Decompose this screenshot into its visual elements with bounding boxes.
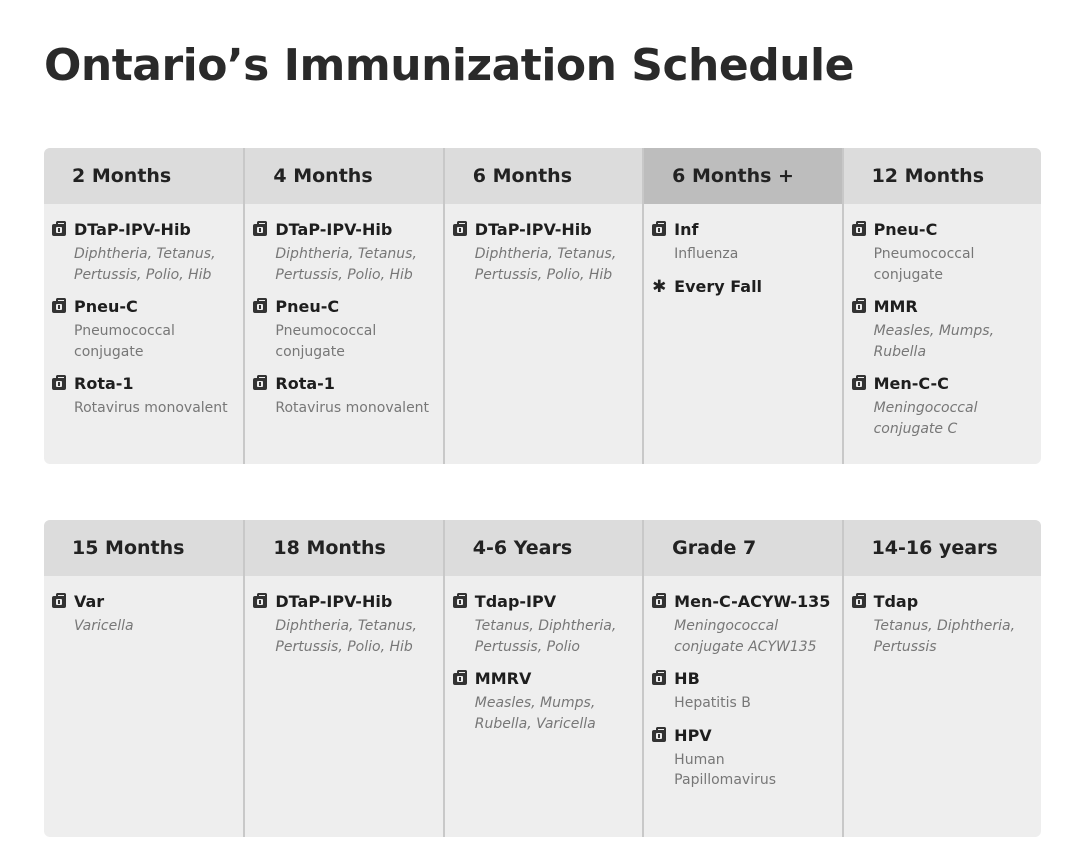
vaccine-description: [275, 244, 434, 285]
vaccine-name: Pneu-C: [873, 220, 938, 239]
column-body: [445, 204, 642, 464]
vaccine-name-row: [253, 374, 434, 394]
vaccine-entry: [652, 220, 833, 265]
vaccine-entry: [453, 669, 634, 734]
vaccine-name-row: [52, 592, 235, 612]
vaccine-name: Tdap: [873, 592, 919, 611]
asterisk-icon: ✱: [652, 276, 667, 297]
medical-kit-icon: [52, 596, 66, 608]
vaccine-entry: [253, 592, 434, 657]
vaccine-description-line: Pneumococcal: [74, 323, 175, 339]
medical-kit-icon: [253, 224, 267, 236]
column-body: [245, 576, 442, 837]
medical-kit-icon: [52, 378, 66, 390]
schedule-column-4-6-years: [443, 520, 642, 837]
column-body: [44, 576, 243, 837]
vaccine-description-line: conjugate C: [873, 420, 958, 437]
schedule-column-4-months: [243, 148, 442, 464]
vaccine-name-row: [852, 592, 1033, 612]
vaccine-description-line: Pneumococcal: [275, 323, 377, 339]
vaccine-name: Men-C-ACYW-135: [674, 592, 831, 611]
vaccine-name: DTaP-IPV-Hib: [74, 220, 191, 239]
column-body: [644, 576, 841, 837]
vaccine-entry: [852, 220, 1033, 285]
column-header: 15 Months: [44, 520, 243, 576]
vaccine-entry: [852, 592, 1033, 657]
vaccine-name-row: [52, 297, 235, 317]
vaccine-name-row: [52, 374, 235, 394]
schedule-column-14-16-years: [842, 520, 1041, 837]
vaccine-name: MMRV: [474, 669, 532, 688]
vaccine-description-line: Hepatitis B: [674, 695, 751, 711]
medical-kit-icon: [852, 378, 866, 390]
vaccine-description-line: Tetanus, Diphtheria,: [474, 618, 617, 634]
vaccine-description: [674, 693, 833, 714]
vaccine-entry: [253, 297, 434, 362]
vaccine-description: [475, 693, 634, 734]
column-body: [844, 576, 1041, 837]
medical-kit-icon: [652, 596, 666, 608]
vaccine-entry: [253, 220, 434, 285]
schedule-column-2-months: [44, 148, 243, 464]
vaccine-description-line: Papillomavirus: [674, 772, 776, 788]
vaccine-description-line: Pneumococcal: [873, 246, 975, 262]
vaccine-name: Pneu-C: [275, 297, 340, 316]
medical-kit-icon: [652, 730, 666, 742]
vaccine-description: [475, 616, 634, 657]
vaccine-entry: [852, 297, 1033, 362]
schedule-column-15-months: [44, 520, 243, 837]
vaccine-name-row: [253, 592, 434, 612]
vaccine-entry: [52, 297, 235, 362]
schedule-row-2: [44, 520, 1041, 837]
page-title: Ontario’s Immunization Schedule: [44, 40, 854, 91]
vaccine-description-line: Rubella: [873, 343, 927, 360]
vaccine-name-row: [652, 726, 833, 746]
vaccine-entry: [652, 592, 833, 657]
column-header: 6 Months +: [644, 148, 841, 204]
vaccine-description: [74, 398, 235, 419]
vaccine-name-row: [453, 220, 634, 240]
vaccine-description-line: Meningococcal: [674, 618, 779, 634]
column-body: [844, 204, 1041, 464]
schedule-column-grade-7: [642, 520, 841, 837]
vaccine-description: [874, 244, 1033, 285]
vaccine-description: [874, 616, 1033, 657]
schedule-note-text: Every Fall: [674, 277, 763, 296]
column-header: Grade 7: [644, 520, 841, 576]
vaccine-entry: [453, 220, 634, 285]
medical-kit-icon: [453, 673, 467, 685]
medical-kit-icon: [652, 224, 666, 236]
vaccine-description-line: Pertussis, Polio, Hib: [474, 266, 613, 283]
vaccine-description-line: Meningococcal: [873, 400, 978, 416]
vaccine-description: [74, 616, 235, 637]
vaccine-description-line: Pertussis, Polio: [474, 638, 580, 655]
vaccine-description-line: Diphtheria, Tetanus,: [275, 618, 417, 634]
vaccine-description: [275, 321, 434, 362]
medical-kit-icon: [52, 301, 66, 313]
vaccine-name: Rota-1: [74, 374, 134, 393]
vaccine-name-row: [253, 220, 434, 240]
vaccine-description: [475, 244, 634, 285]
vaccine-entry: [52, 592, 235, 637]
vaccine-entry: [253, 374, 434, 419]
schedule-note: [652, 277, 833, 297]
vaccine-name: DTaP-IPV-Hib: [474, 220, 592, 239]
vaccine-description-line: Measles, Mumps,: [474, 695, 596, 711]
vaccine-description-line: Pertussis, Polio, Hib: [275, 266, 413, 283]
medical-kit-icon: [253, 301, 267, 313]
vaccine-description-line: conjugate: [873, 266, 944, 283]
vaccine-description-line: Rotavirus monovalent: [74, 400, 228, 416]
medical-kit-icon: [253, 378, 267, 390]
vaccine-name: Men-C-C: [873, 374, 949, 393]
vaccine-description-line: Diphtheria, Tetanus,: [474, 246, 617, 262]
vaccine-name-row: [253, 297, 434, 317]
vaccine-description: [275, 398, 434, 419]
medical-kit-icon: [253, 596, 267, 608]
schedule-column-6-months: [642, 148, 841, 464]
vaccine-name: HB: [674, 669, 700, 688]
vaccine-description-line: Human: [674, 751, 725, 768]
medical-kit-icon: [852, 301, 866, 313]
vaccine-name-row: [852, 297, 1033, 317]
vaccine-description: [874, 398, 1033, 439]
vaccine-description-line: Tetanus, Diphtheria,: [873, 618, 1016, 634]
medical-kit-icon: [852, 224, 866, 236]
medical-kit-icon: [52, 224, 66, 236]
medical-kit-icon: [453, 596, 467, 608]
vaccine-name: HPV: [674, 725, 712, 745]
vaccine-entry: [52, 374, 235, 419]
vaccine-name: Tdap-IPV: [474, 592, 557, 611]
vaccine-name-row: [652, 669, 833, 689]
schedule-column-18-months: [243, 520, 442, 837]
column-header: 14-16 years: [844, 520, 1041, 576]
vaccine-description: [674, 750, 833, 791]
vaccine-description-line: Pertussis, Polio, Hib: [275, 638, 413, 655]
vaccine-name: DTaP-IPV-Hib: [275, 220, 393, 239]
vaccine-name: Inf: [674, 220, 699, 239]
vaccine-description-line: Varicella: [74, 618, 134, 634]
schedule-column-12-months: [842, 148, 1041, 464]
vaccine-description-line: Pertussis, Polio, Hib: [74, 266, 212, 283]
vaccine-description-line: Influenza: [674, 246, 739, 262]
vaccine-description-line: Diphtheria, Tetanus,: [74, 246, 216, 262]
vaccine-entry: [453, 592, 634, 657]
vaccine-entry: [52, 220, 235, 285]
medical-kit-icon: [852, 596, 866, 608]
column-header: 4-6 Years: [445, 520, 642, 576]
vaccine-description-line: Pertussis: [873, 638, 937, 655]
vaccine-name-row: [652, 592, 833, 612]
vaccine-description: [874, 321, 1033, 362]
vaccine-entry: [852, 374, 1033, 439]
vaccine-name: MMR: [873, 297, 918, 316]
vaccine-name-row: [52, 220, 235, 240]
schedule-row-1: [44, 148, 1041, 464]
column-body: [44, 204, 243, 464]
medical-kit-icon: [453, 224, 467, 236]
vaccine-description-line: conjugate ACYW135: [674, 638, 817, 655]
vaccine-name: DTaP-IPV-Hib: [275, 592, 393, 611]
column-body: [245, 204, 442, 464]
vaccine-description-line: Measles, Mumps,: [873, 323, 995, 339]
column-body: [445, 576, 642, 837]
vaccine-name-row: [652, 220, 833, 240]
vaccine-description-line: conjugate: [275, 343, 345, 360]
vaccine-description-line: conjugate: [74, 343, 144, 360]
vaccine-description: [674, 244, 833, 265]
schedule-column-6-months: [443, 148, 642, 464]
vaccine-description-line: Rotavirus monovalent: [275, 400, 430, 416]
column-body: [644, 204, 841, 464]
vaccine-name: Pneu-C: [74, 297, 138, 316]
vaccine-description: [674, 616, 833, 657]
vaccine-description-line: Diphtheria, Tetanus,: [275, 246, 417, 262]
vaccine-description: [74, 321, 235, 362]
vaccine-description: [74, 244, 235, 285]
vaccine-name: Rota-1: [275, 374, 335, 393]
column-header: 6 Months: [445, 148, 642, 204]
vaccine-name-row: [852, 374, 1033, 394]
vaccine-name-row: [852, 220, 1033, 240]
vaccine-entry: [652, 726, 833, 791]
column-header: 18 Months: [245, 520, 442, 576]
column-header: 2 Months: [44, 148, 243, 204]
vaccine-description: [275, 616, 434, 657]
medical-kit-icon: [652, 673, 666, 685]
column-header: 12 Months: [844, 148, 1041, 204]
vaccine-entry: [652, 669, 833, 714]
vaccine-name: Var: [74, 592, 105, 611]
vaccine-name-row: [453, 592, 634, 612]
vaccine-description-line: Rubella, Varicella: [474, 715, 596, 732]
column-header: 4 Months: [245, 148, 442, 204]
vaccine-name-row: [453, 669, 634, 689]
